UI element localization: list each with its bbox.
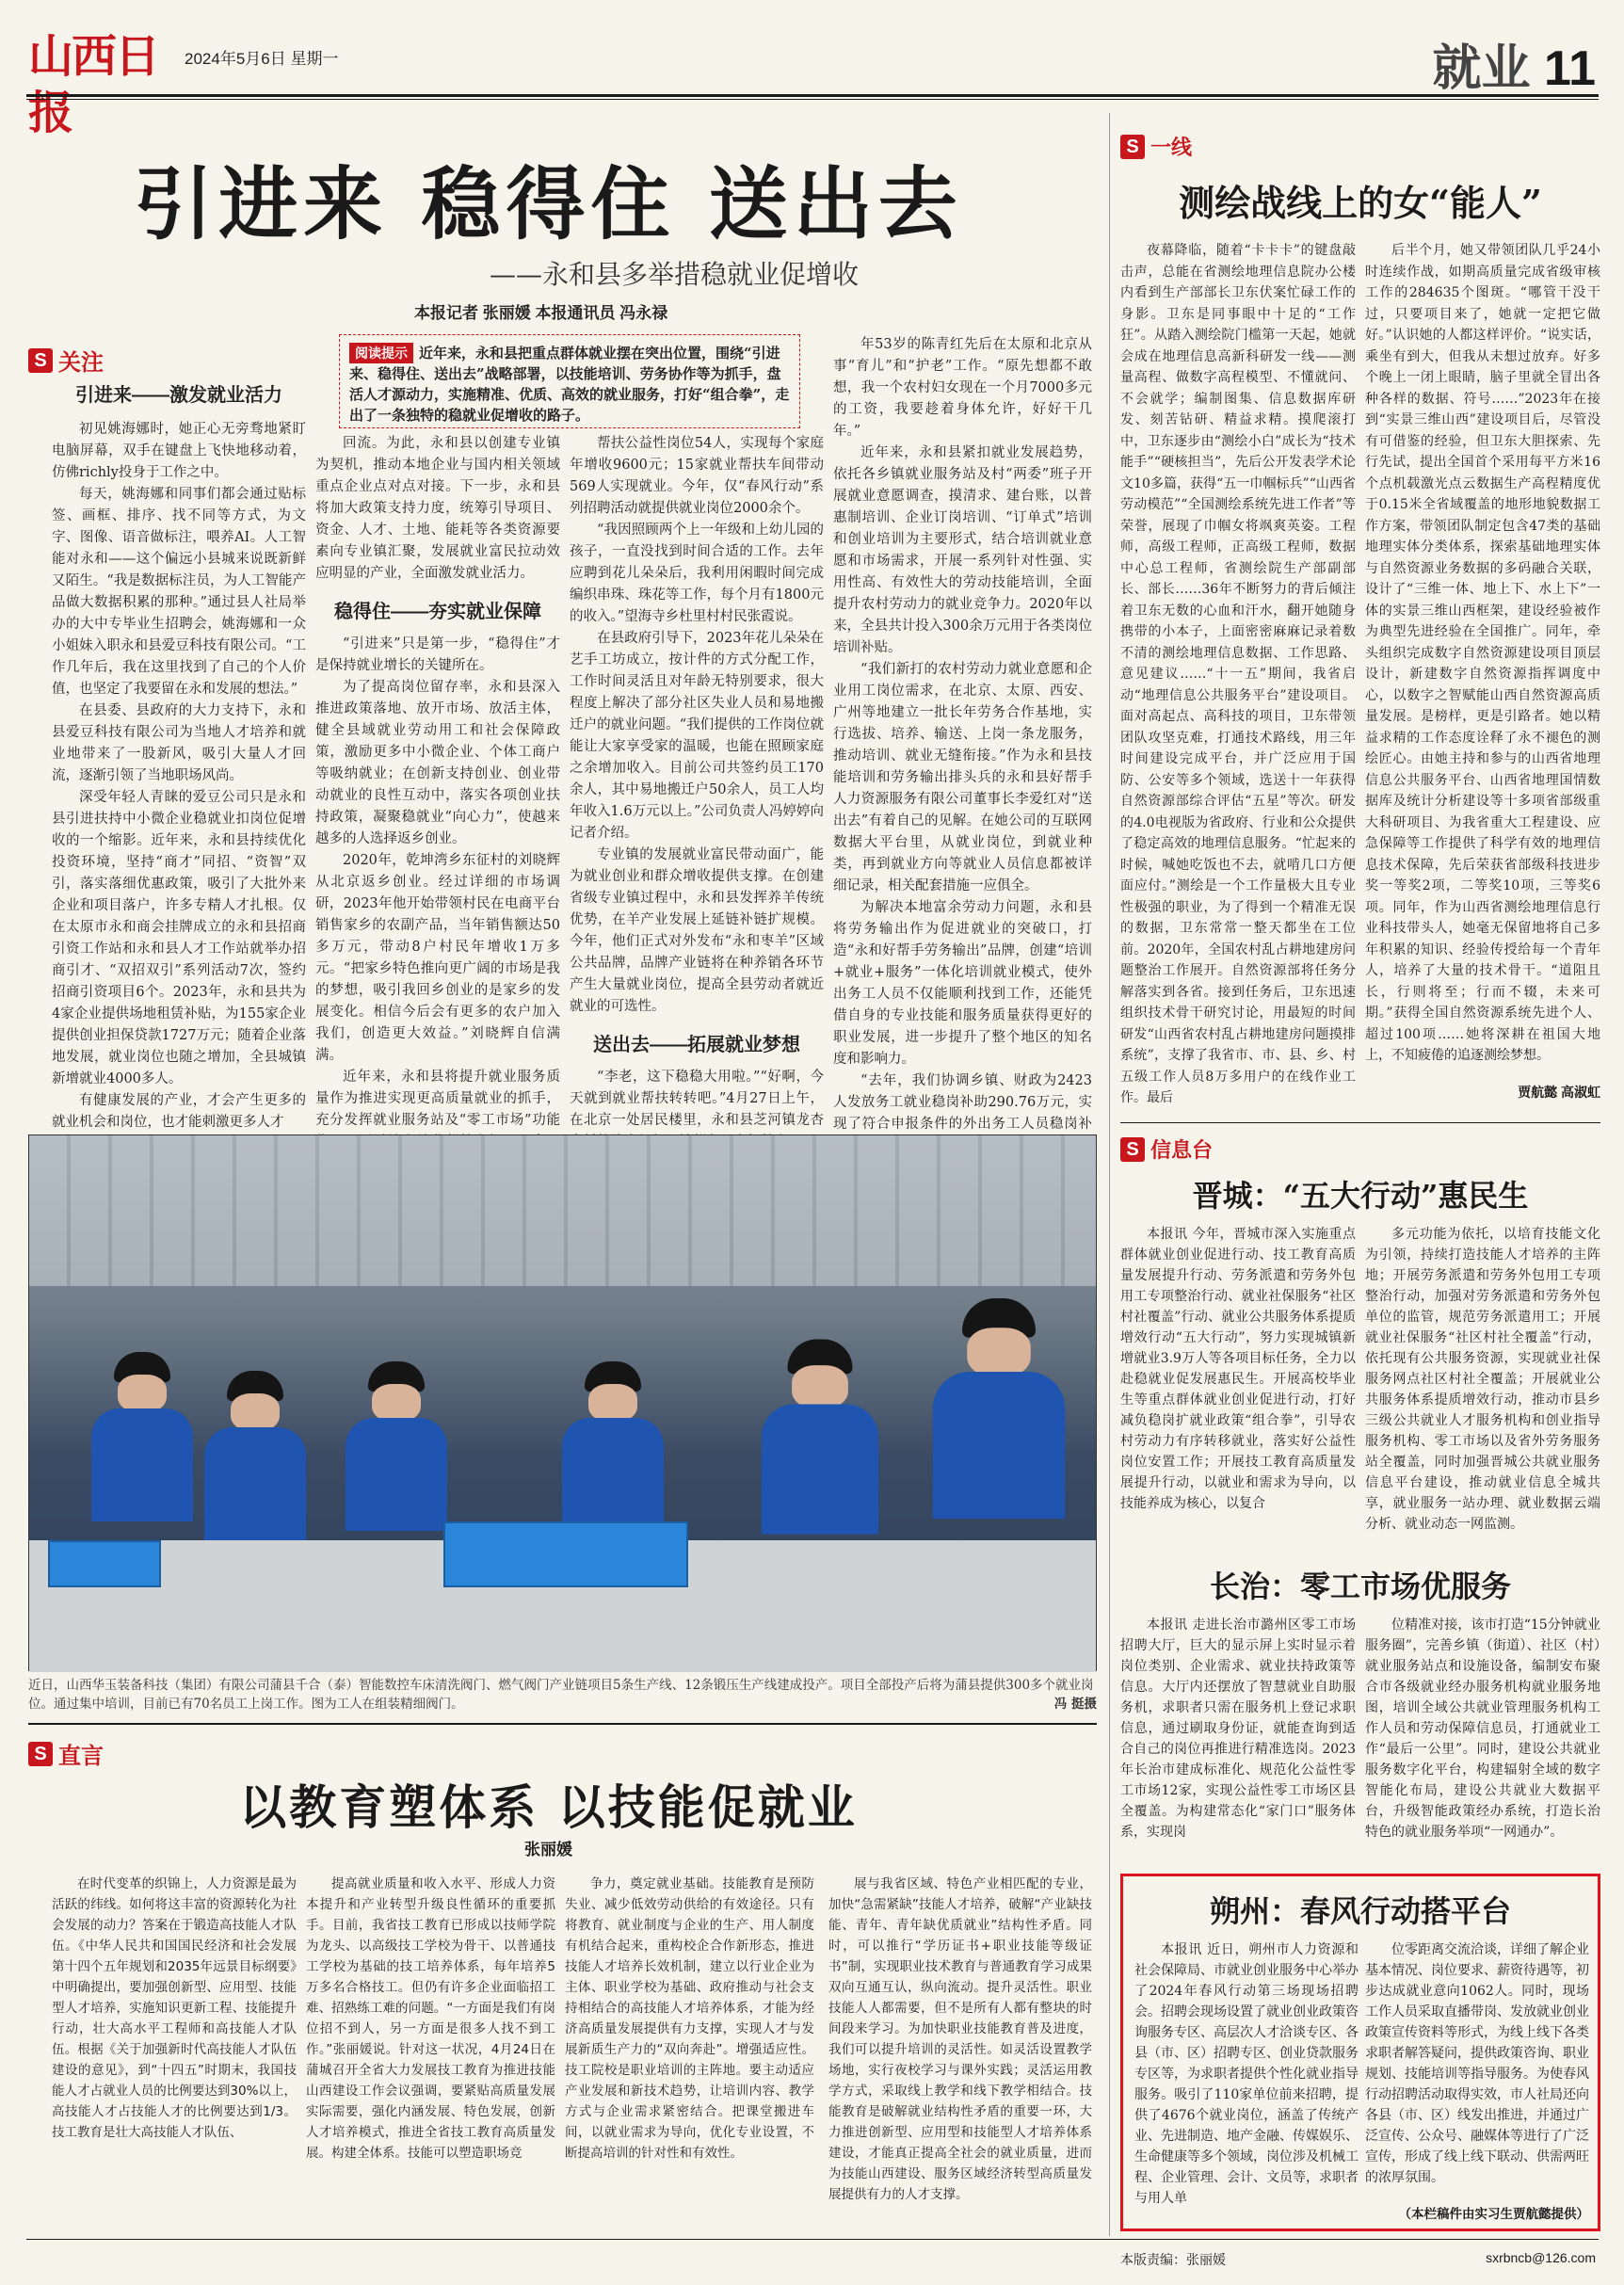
paragraph: “我因照顾两个上一年级和上幼儿园的孩子，一直没找到时间合适的工作。去年应聘到花儿朵朵后，我利用闲暇时间完成编织串珠、珠花等工作，每个月有1800元的收入。”望海寺乡杜里村村民张霞说。 — [570, 523, 824, 624]
changzhi-column-2 — [1365, 1615, 1600, 1864]
paragraph: 年53岁的陈青红先后在太原和北京从事“育儿”和“护老”工作。“原先想都不敢想，我一个农村妇女现在一个月7000多元的工资，我要趁着身体允许，好好干几年。” — [833, 337, 1092, 439]
section-name: 就业 — [1432, 41, 1531, 96]
paragraph: 每天，姚海娜和同事们都会通过贴标签、画框、排序、找不同等方式，为文字、图像、语音做标注，喂养AI。人工智能对永和——这个偏远小县城来说既新鲜又陌生。“我是数据标注员，为人工智能产品做大数据积累的那种。”通过县人社局举办的大中专毕业生招聘会，姚海娜和一众小姐妹入职永和县爱豆科技有限公司。“工作几年后，我在这里找到了自己的个人价值，也坚定了我要留在永和发展的想法。” — [52, 487, 306, 697]
paragraph: 在时代变革的织锦上，人力资源是最为活跃的纬线。如何将这丰富的资源转化为社会发展的动力？答案在于锻造高技能人才队伍。《中华人民共和国国民经济和社会发展第十四个五年规划和2035年远景目标纲要》中明确提出，要加强创新型、应用型、技能型人才培养，实施知识更新工程、技能提升行动，壮大高水平工程师和高技能人才队伍。根据《关于加强新时代高技能人才队伍建设的意见》，到“十四五”时期末，我国技能人才占就业人员的比例要达到30%以上，高技能人才占技能人才的比例要达到1/3。技工教育是壮大高技能人才队伍、 — [52, 1876, 297, 2140]
article-column-2 — [315, 433, 560, 1130]
paragraph: 在县委、县政府的大力支持下，永和县爱豆科技有限公司为当地人才培养和就业地带来了一股新风，吸引大量人才回流，逐渐引领了当地职场风尚。 — [52, 703, 306, 783]
opinion-badge — [28, 1737, 104, 1770]
page-number: 11 — [1544, 41, 1596, 96]
opinion-byline: 张丽媛 — [524, 1841, 572, 1859]
worker-figure — [199, 1371, 312, 1540]
col3-subhead: 送出去——拓展就业梦想 — [593, 1035, 800, 1055]
worker-figure — [340, 1361, 453, 1531]
opinion-headline: 以教育塑体系 以技能促就业 — [239, 1779, 858, 1835]
main-subtitle: ——永和县多举措稳就业促增收 — [490, 259, 860, 290]
paragraph: 2020年，乾坤湾乡东征村的刘晓辉从北京返乡创业。经过详细的市场调研，2023年他开始带领村民在电商平台销售家乡的农副产品，当年销售额达50多万元，带动8户村民年增收1万多元。“把家乡特色推向更广阔的市场是我的梦想，吸引我回乡创业的是家乡的发展变化。相信今后会有更多的农户加入我们，创造更大效益。”刘晓辉自信满满。 — [315, 853, 560, 1063]
paragraph: “我们新打的农村劳动力就业意愿和企业用工岗位需求，在北京、太原、西安、广州等地建立一批长年劳务合作基地，实行选拔、培养、输送、上岗一条龙服务，推动培训、就业无缝衔接。”作为永和县技能培训和劳务输出排头兵的永和县好帮手人力资源服务有限公司董事长李爱红对“送出去”有着自己的见解。在她公司的互联网数据大平台里，从就业岗位，到就业种类，再到就业方向等就业人员信息都被详细记录，相关配套措施一应俱全。 — [833, 662, 1092, 893]
paragraph: 深受年轻人青睐的爱豆公司只是永和县引进扶持中小微企业稳就业扣岗位促增收的一个缩影。近年来，永和县持续优化投资环境，坚持“商才”同招、“资智”双引，落实落细优惠政策，吸引了大批外来企业和项目落户，许多专精人才扎根。仅在太原市永和商会挂牌成立的永和县招商引资工作站和永和县人才工作站就举办招商引才、“双招双引”系列活动7次，签约招商引资项目6个。2023年，永和县共为4家企业提供场地租赁补贴，为155家企业提供创业担保贷款1727万元；随着企业落地发展，就业岗位也随之增加，全县城镇新增就业4000多人。 — [52, 790, 306, 1086]
paragraph: 专业镇的发展就业富民带动面广，能为就业创业和群众增收提供支撑。在创建省级专业镇过程中，永和县发挥养羊传统优势，在羊产业发展上延链补链扩规模。今年，他们正式对外发布“永和枣羊”区域公共品牌，品牌产业链将在种养销各环节产生大量就业岗位，提高全县劳动者就近就业的可选性。 — [570, 847, 824, 1014]
paragraph: “李老，这下稳稳大用啦。”“好啊，今天就到就业帮扶转转吧。”4月27日上午，在北京一处居民楼里，永和县芝河镇龙杏 — [570, 1070, 824, 1128]
paragraph: 后半个月，她又带领团队几乎24小时连续作战，如期高质量完成省级审核工作的284635个图斑。“哪管干没干过，只要项目来了，她就一定把它做好。”认识她的人都这样评价。“说实话，乘坐有到大，但我从未想过放弃。好多个晚上一闭上眼睛，脑子里就全冒出各种各样的数据、符号……”2023年在接到“实景三维山西”建设项目后，尽管没有可借鉴的经验，但卫东大胆探索、先行先试，提出全国首个采用每平方米16个点机载激光点云数据生产高程精度优于0.15米全省域覆盖的地形地貌数据工作方案，带领团队制定包含47类的基础地理实体分类体系，探索基础地理实体与自然资源业务数据的多码融合关联，设计了“三维一体、地上下、水上下”一体的实景三维山西框架，建设经验被作为典型先进经验在全国推广。同年，牵头组织完成数字自然资源建设项目顶层设计，新建数字自然资源指挥调度中心，以数字之智赋能山西自然资源高质量发展。是榜样，更是引路者。她以精益求精的工作态度诠释了永不褪色的测绘匠心。由她主持和参与的山西省地理信息公共服务平台、山西省地理国情数据库及统计分析建设等十多项省部级重大科研项目、为我省重大工程建设、应急保障等工作提供了科学有效的地理信息技术保障，先后荣获省部级科技进步奖一等奖2项，二等奖10项，三等奖6项。同年，作为山西省测绘地理信息行业科技带头人，她毫无保留地将自己多年积累的知识、经验传授给每一个青年人，培养了大量的技术骨干。“道阻且长，行则将至；行而不辍，未来可期。”获得全国自然资源系统先进个人、超过100项……她将深耕在祖国大地上，不知疲倦的追逐测绘梦想。 — [1365, 243, 1600, 1063]
frontline-headline: 测绘战线上的女“能人” — [1179, 182, 1542, 224]
col2-subhead: 稳得住——夯实就业保障 — [334, 602, 541, 622]
frontline-column-1 — [1120, 240, 1356, 1116]
article-column-1 — [52, 381, 306, 1130]
masthead-rule — [26, 94, 1599, 100]
s-icon: S — [28, 1742, 53, 1766]
badge-label: 关注 — [58, 350, 104, 376]
paragraph: 争力，奠定就业基础。技能教育是预防失业、减少低效劳动供给的有效途径。只有将教育、就业制度与企业的生产、用人制度有机结合起来，重构校企合作新形态，推进技能人才培养长效机制，建立以行业企业为主体、职业学校为基础、政府推动与社会支持相结合的高技能人才培养体系，才能为经济高质量发展提供有力支撑，实现人才与发展新质生产力的“双向奔赴”。增强适应性。技工院校是职业培训的主阵地。要主动适应产业发展和新技术趋势，让培训内容、教学方式与企业需求紧密结合。把课堂搬进车间，以就业需求为导向，优化专业设置，不断提高培训的针对性和有效性。 — [565, 1876, 814, 2161]
opinion-column-4 — [828, 1874, 1092, 2231]
frontline-author: 贾航懿 高淑虹 — [1518, 1085, 1600, 1100]
worker-figure — [925, 1298, 1072, 1519]
caption-text: 近日，山西华玉装备科技（集团）有限公司蒲县千合（泰）智能数控车床清洗阀门、燃气阀门产业链项目5条生产线、12条锻压生产线建成投产。项目全部投产后将为蒲县提供300多个就业岗位。通过集中培训，目前已有70名员工上岗工作。图为工人在组装精细阀门。 — [28, 1678, 1094, 1712]
newspaper-logo: 山西日报 — [28, 30, 159, 139]
page-editor: 本版责编：张丽媛 — [1120, 2252, 1226, 2267]
paragraph: 本报讯 走进长治市潞州区零工市场招聘大厅，巨大的显示屏上实时显示着岗位类别、企业需求、就业扶持政策等信息。大厅内还摆放了智慧就业自助服务机，求职者只需在服务机上登记求职信息，通过刷取身份证，就能查询到适合自己的岗位再推进行精准选岗。2023年长治市建成标准化、规范化公益性零工市场12家，实现公益性零工市场区县全覆盖。为构建常态化“家门口”服务体系，实现岗 — [1120, 1617, 1356, 1840]
main-headline: 引进来 稳得住 送出去 — [134, 157, 963, 250]
worker-figure — [755, 1340, 885, 1535]
s-icon: S — [28, 348, 53, 373]
paragraph: 有健康发展的产业，才会产生更多的就业机会和岗位，也才能刺激更多人才 — [52, 1093, 306, 1130]
article-column-3 — [570, 433, 824, 1130]
photo-credit: 冯 挺摄 — [1053, 1697, 1097, 1712]
section-divider — [1120, 1122, 1600, 1123]
paragraph: “去年，我们协调乡镇、财政为2423人发放务工就业稳岗补助290.76万元，实现了符合申报条件的外出务工人员稳岗补 — [833, 1073, 1092, 1132]
jincheng-headline: 晋城：“五大行动”惠民生 — [1192, 1178, 1529, 1214]
opinion-column-2 — [306, 1874, 555, 2231]
paragraph: 多元功能为依托，以培育技能文化为引领，持续打造技能人才培养的主阵地；开展劳务派遣和劳务外包用工专项整治行动，加强对劳务派遣和劳务外包单位的监管，规范劳务派遣用工；开展就业社保服务“社区村社全覆盖”行动，依托现有公共服务资源，实现就业社保服务网点社区村社全覆盖；开展就业公共服务体系提质增效行动，推动市县乡三级公共就业人才服务机构和创业指导服务机构、零工市场以及省外劳务服务站全覆盖，同时加强晋城公共就业服务信息平台建设，推动就业信息全城共享，就业服务一站办理、就业数据云端分析、就业动态一网监测。 — [1365, 1227, 1600, 1532]
paragraph: 回流。为此，永和县以创建专业镇为契机，推动本地企业与国内相关领域重点企业点对点对接。下一步，永和县将加大政策支持力度，统筹引导项目、资金、人才、土地、能耗等各类资源要素向专业镇汇聚，发展就业富民拉动效应明显的产业，全面激发就业活力。 — [315, 436, 560, 581]
s-icon: S — [1120, 135, 1145, 159]
badge-label: 信息台 — [1150, 1138, 1214, 1162]
jincheng-column-1 — [1120, 1224, 1356, 1553]
column-rule — [1109, 113, 1110, 2236]
paragraph: 初见姚海娜时，她正心无旁骛地紧盯电脑屏幕，双手在键盘上飞快地移动着，仿佛richly投身于工作之中。 — [52, 422, 306, 480]
paragraph: 近年来，永和县紧扣就业发展趋势，依托各乡镇就业服务站及村“两委”班子开展就业意愿调查，摸清求、建台账，以普惠制培训、企业订岗培训、“订单式”培训和创业培训为主要形式，结合培训就业意愿和市场需求，开展一系列针对性强、实用性高、有效性大的劳动技能培训，全面提升农村劳动力的就业竞争力。2020年以来，全县共计投入300余万元用于各类岗位培训补贴。 — [833, 445, 1092, 655]
paragraph: 为解决本地富余劳动力问题，永和县将劳务输出作为促进就业的突破口，打造“永和好帮手劳务输出”品牌，创建“培训+就业+服务”一体化培训就业模式，使外出务工人员不仅能顺利找到工作，还能凭借自身的专业技能和服务质量获得更好的职业发展，进一步提升了整个地区的知名度和影响力。 — [833, 900, 1092, 1067]
badge-label: 一线 — [1150, 136, 1193, 159]
frontline-badge — [1120, 132, 1192, 161]
changzhi-headline: 长治：零工市场优服务 — [1209, 1569, 1511, 1604]
contact-email: sxrbncb@126.com — [1486, 2250, 1596, 2265]
factory-ceiling — [29, 1135, 1096, 1286]
paragraph: 为了提高岗位留存率，永和县深入推进政策落地、放开市场、放活主体，健全县域就业劳动用工和社会保障政策，激励更多中小微企业、个体工商户等吸纳就业；在创新支持创业、创业带动就业的良性互动中，落实各项创业扶持政策，凝聚稳就业“向心力”，使越来越多的人选择返乡创业。 — [315, 680, 560, 846]
paragraph: 在县政府引导下，2023年花儿朵朵在艺手工坊成立，按计件的方式分配工作，工作时间灵活且对年龄无特别要求，很大程度上解决了部分社区失业人员和易地搬迁户的就业问题。“我们提供的工作岗位就能让大家享受家的温暖，也能在照顾家庭之余增加收入。目前公司共签约员工170余人，其中易地搬迁户50余人，员工人均年收入1.6万元以上。”公司负责人冯婷婷向记者介绍。 — [570, 631, 824, 841]
shuozhou-note: （本栏稿件由实习生贾航懿提供） — [1398, 2207, 1589, 2222]
col1-subhead: 引进来——激发就业活力 — [75, 385, 282, 406]
badge-label: 直言 — [58, 1744, 104, 1769]
shuozhou-column-1 — [1134, 1939, 1359, 2222]
paragraph: 帮扶公益性岗位54人，实现每个家庭年增收9600元；15家就业帮扶车间带动569人实现就业。今年，仅“春风行动”系列招聘活动就提供就业岗位2000余个。 — [570, 436, 824, 516]
reading-tips-text: 近年来，永和县把重点群体就业摆在突出位置，围绕“引进来、稳得住、送出去”战略部署，以技能培训、劳务协作等为抓手，盘活人才源动力，实施精准、优质、高效的就业服务，打好“组合拳”，走出了一条独特的稳就业促增收的路子。 — [349, 345, 790, 424]
paragraph: 近年来，永和县将提升就业服务质量作为推进实现更高质量就业的抓手，充分发挥就业服务站及“零工市场”功能 — [315, 1070, 560, 1128]
opinion-column-3 — [565, 1874, 814, 2231]
paragraph: “引进来”只是第一步，“稳得住”才是保持就业增长的关键所在。 — [315, 636, 560, 673]
opinion-column-1 — [52, 1874, 297, 2231]
frontline-column-2 — [1365, 240, 1600, 1078]
footer-rule — [26, 2239, 1599, 2240]
paragraph: 本报讯 近日，朔州市人力资源和社会保障局、市就业创业服务中心举办了2024年春风行动第三场现场招聘会。招聘会现场设置了就业创业政策咨询服务专区、高层次人才洽谈专区、各县（市、区）招聘专区、创业贷款服务专区等，为求职者提供个性化就业指导服务。吸引了110家单位前来招聘，提供了4676个就业岗位，涵盖了传统产业、先进制造、地产金融、传媒娱乐、生命健康等多个领域，岗位涉及机械工程、企业管理、会计、文员等，求职者与用人单 — [1134, 1942, 1359, 2206]
issue-date: 2024年5月6日 星期一 — [185, 50, 339, 68]
factory-workers-photo — [28, 1134, 1097, 1671]
worker-figure — [86, 1352, 199, 1521]
main-byline: 本报记者 张丽媛 本报通讯员 冯永禄 — [414, 304, 668, 322]
photo-caption — [28, 1676, 1097, 1714]
blue-crate — [48, 1540, 161, 1587]
paragraph: 展与我省区域、特色产业相匹配的专业，加快“急需紧缺”技能人才培养，破解“产业缺技能、青年、青年缺优质就业”结构性矛盾。同时，可以推行“学历证书+职业技能等级证书”制，实现职业技术教育与普通教育学习成果双向互通互认，纵向流动。提升灵活性。职业技能人人都需要，但不是所有人都有整块的时间段来学习。为加快职业技能教育普及进度，我们可以提升培训的灵活性。如灵活设置教学场地，实行夜校学习与课外实践；灵活运用教学方式，采取线上教学和线下教学相结合。技能教育是破解就业结构性矛盾的重要一环，大力推进创新型、应用型和技能型人才培养体系建设，才能真正提高全社会的就业质量，进而为技能山西建设、服务区域经济转型高质量发展提供有力的人才支撑。 — [828, 1876, 1092, 2202]
paragraph: 位精准对接，该市打造“15分钟就业服务圈”，完善乡镇（街道）、社区（村）就业服务站点和设施设备，编制安布聚合市各级就业经办服务机构就业服务地图，培训全域公共就业管理服务机构工作人员和劳动保障信息员，打通就业工作“最后一公里”。同时，建设公共就业服务数字化平台，构建辐射全域的数字智能化布局，建设公共就业大数据平台，升级智能政策经办系统，打造长治特色的就业服务举项“一网通办”。 — [1365, 1617, 1600, 1840]
shuozhou-headline: 朔州：春风行动搭平台 — [1209, 1893, 1511, 1929]
info-badge — [1120, 1134, 1213, 1164]
paragraph: 本报讯 今年，晋城市深入实施重点群体就业创业促进行动、技工教育高质量发展提升行动、劳务派遣和劳务外包用工专项整治行动、就业社保服务“社区村社覆盖”行动、就业公共服务体系提质增效行动“五大行动”，努力实现城镇新增就业3.9万人等各项目标任务，全力以赴稳就业促发展惠民生。开展高校毕业生等重点群体就业创业促进行动，打好减负稳岗扩就业政策“组合拳”，引导农村劳动力有序转移就业，落实好公益性岗位安置工作；开展技工教育高质量发展提升行动，以就业和需求为导向，以技能养成为核心，以复合 — [1120, 1227, 1356, 1511]
paragraph: 位零距离交流洽谈，详细了解企业基本情况、岗位要求、薪资待遇等，初步达成就业意向1062人。同时，现场工作人员采取直播带岗、发放就业创业政策宣传资料等形式，为线上线下各类求职者解答疑问，提供政策咨询、职业规划、技能培训等指导服务。为使春风行动招聘活动取得实效，市人社局还向各县（市、区）线发出推进，并通过广泛宣传、公众号、融媒体等进行了广泛宣传，形成了线上线下联动、供需两旺的浓厚氛围。 — [1365, 1942, 1589, 2185]
reading-tips-label: 阅读提示 — [349, 343, 413, 363]
paragraph: 提高就业质量和收入水平、形成人力资本提升和产业转型升级良性循环的重要抓手。目前，我省技工教育已形成以技师学院为龙头、以高级技工学校为骨干、以普通技工学校为基础的技工培养体系，每年培养5万多名合格技工。但仍有许多企业面临招工难、招熟练工难的问题。“一方面是我们有岗位招不到人，另一方面是很多人找不到工作。”张丽媛说。针对这一状况，4月24日在蒲城召开全省大力发展技工教育为推进技能山西建设工作会议强调，要紧贴高质量发展实际需要，强化内涵发展、特色发展，创新人才培养模式，推进全省技工教育高质量发展。构建全体系。技能可以塑造职场竞 — [306, 1876, 555, 2161]
paragraph: 夜幕降临，随着“卡卡卡”的键盘敲击声，总能在省测绘地理信息院办公楼内看到生产部部长卫东伏案忙碌工作的身影。卫东是同事眼中十足的“工作狂”。从踏入测绘院门槛第一天起，她就会成在地理信息高新科研发一线——测量高程、做数字高程模型、不懂就问、不会就学；编制图集、信息数据库研发、刻苦钻研、精益求精。摸爬滚打中，卫东逐步由“测绘小白”成长为“技术能手”“硬核担当”，先后公开发表学术论文10多篇，获得“五一巾帼标兵”“山西省劳动模范”“全国测绘系统先进工作者”等荣誉，展现了巾帼女将飒爽英姿。工程师，高级工程师，正高级工程师，数据中心总工程师，省测绘院生产部副部长、部长……36年不断努力的背后倾注着卫东无数的心血和汗水，翻开她随身携带的小本子，上面密密麻麻记录着数不清的测绘地理信息数据、工作思路、意见建议……“十一五”期间，我省启动“地理信息公共服务平台”建设项目。面对高起点、高科技的项目，卫东带领团队攻坚克难，打通技术路线，用三年时间建设完成平台，并广泛应用于国防、公安等多个领域，选送十一年获得自然资源部综合评估“五星”等次。研发的4.0电视版为省政府、行业和公众提供了稳定高效的地理信息服务。“忙起来的时候，喊她吃饭也不去，就啃几口方便面应付。”测绘是一个工作量极大且专业性极强的职业，为了得到一个精准无误的数据，卫东常常一整天都坐在工位前。2020年，全国农村乱占耕地建房问题整治工作展开。自然资源部将任务分解落实到各省。接到任务后，卫东迅速组织技术骨干研究讨论，用最短的时间研发“山西省农村乱占耕地建房问题摸排系统”，支撑了我省市、市、县、乡、村五级工作人员8万多用户的在线作业工作。最后 — [1120, 243, 1356, 1105]
jincheng-column-2 — [1365, 1224, 1600, 1553]
reading-tips-box — [339, 334, 800, 428]
focus-badge — [28, 344, 104, 377]
worker-figure — [556, 1361, 669, 1531]
article-column-4 — [833, 334, 1092, 1130]
section-header — [1433, 28, 1596, 99]
blue-crate — [443, 1521, 688, 1587]
shuozhou-column-2 — [1365, 1939, 1589, 2198]
changzhi-column-1 — [1120, 1615, 1356, 1864]
s-icon: S — [1120, 1137, 1145, 1162]
section-divider — [28, 1723, 1097, 1725]
